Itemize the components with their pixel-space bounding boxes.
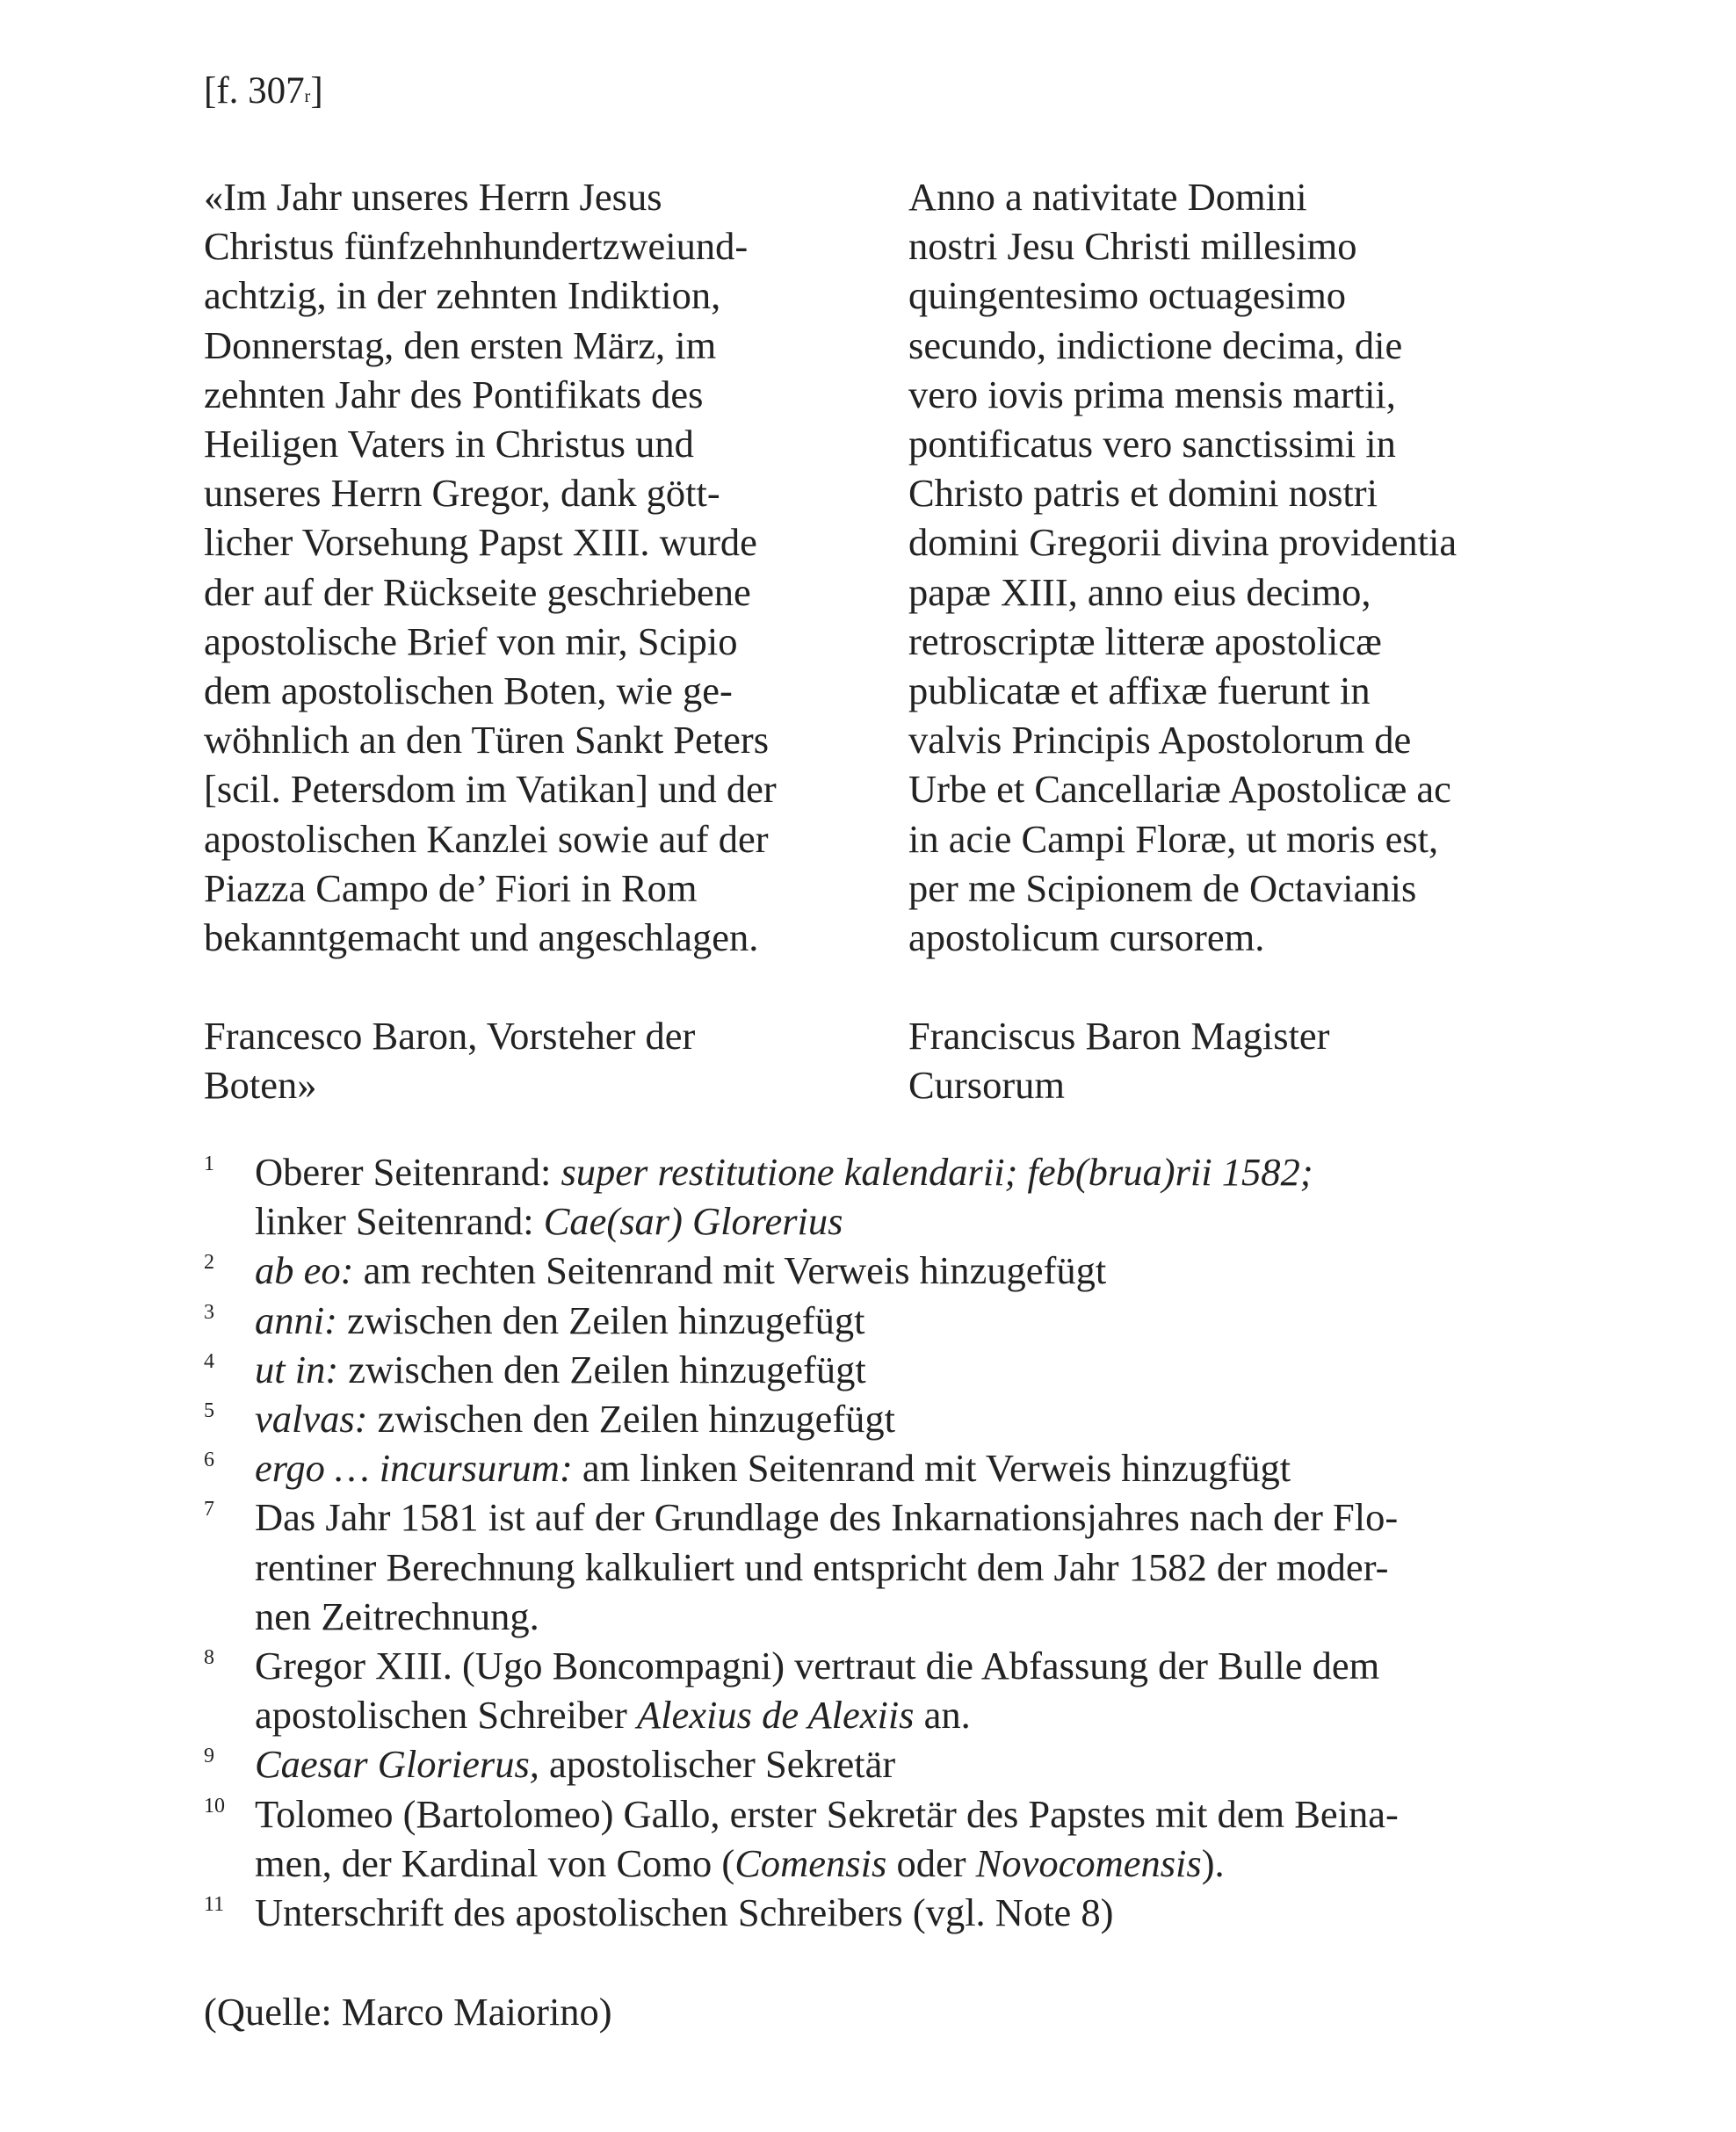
footnote-text: zwischen den Zeilen hinzugefügt (338, 1347, 866, 1391)
footnote-italic-text: ergo … incursurum: (255, 1446, 573, 1491)
footnote-text: Unterschrift des apostolischen Schreibers (vgl. Note 8) (255, 1890, 1114, 1935)
footnote-number: 3 (204, 1300, 214, 1324)
footnote-italic-text: ut in: (255, 1347, 339, 1391)
text-line: der auf der Rückseite geschriebene (204, 569, 751, 614)
german-signature (204, 1011, 872, 1109)
footnote-text: am linken Seitenrand mit Verweis hinzugfügt (572, 1446, 1291, 1491)
text-line: Donnerstag, den ersten März, im (204, 322, 717, 367)
latin-signature (908, 1011, 1576, 1109)
signature-line: Franciscus Baron Magister (908, 1014, 1330, 1059)
footnote (204, 1789, 1539, 1888)
footnote-text: oder (886, 1840, 976, 1885)
text-line: apostolischen Kanzlei sowie auf der (204, 816, 769, 861)
footnote-italic-text: ab eo: (255, 1248, 354, 1293)
footnote-text: an. (914, 1693, 971, 1738)
footnote-italic-text: Alexius de Alexiis (636, 1693, 915, 1738)
footnote-number: 10 (204, 1794, 225, 1818)
footnote-text: zwischen den Zeilen hinzugefügt (336, 1297, 865, 1342)
footnote-text: nen Zeitrechnung. (255, 1594, 539, 1638)
german-translation-column (204, 172, 872, 1110)
latin-original-column (908, 172, 1576, 1110)
footnote-line (255, 1196, 1539, 1246)
footnote (204, 1443, 1539, 1492)
text-line: papæ XIII, anno eius decimo, (908, 569, 1371, 614)
footnote (204, 1888, 1539, 1937)
footnote-line (255, 1394, 1539, 1443)
footnote-line (255, 1345, 1539, 1394)
footnote-line (255, 1888, 1539, 1937)
footnote-number: 7 (204, 1498, 214, 1521)
text-line: quingentesimo octuagesimo (908, 273, 1347, 318)
text-line: nostri Jesu Christi millesimo (908, 224, 1357, 269)
source-credit: (Quelle: Marco Maiorino) (204, 1990, 612, 2034)
text-line: valvis Principis Apostolorum de (908, 718, 1412, 762)
footnote (204, 1296, 1539, 1345)
text-line: bekanntgemacht und angeschlagen. (204, 915, 759, 960)
footnote-text: Gregor XIII. (Ugo Boncompagni) vertraut die Abfassung der Bulle dem (255, 1644, 1380, 1688)
text-line: vero iovis prima mensis martii, (908, 372, 1396, 416)
text-line: «Im Jahr unseres Herrn Jesus (204, 175, 662, 219)
text-line: retroscriptæ litteræ apostolicæ (908, 618, 1382, 663)
footnote-italic-text: super restitutione kalendarii; feb(brua)rii 1582; (561, 1150, 1313, 1194)
signature-line: Cursorum (908, 1063, 1065, 1108)
text-line: Piazza Campo de’ Fiori in Rom (204, 865, 698, 910)
text-line: Christo patris et domini nostri (908, 471, 1378, 516)
footnote-text: Tolomeo (Bartolomeo) Gallo, erster Sekretär des Papstes mit dem Beina- (255, 1791, 1399, 1836)
footnote-number: 4 (204, 1349, 214, 1373)
footnote-italic-text: Caesar Glorierus, (255, 1742, 539, 1787)
footnote-italic-text: anni: (255, 1297, 337, 1342)
footnote-text: rentiner Berechnung kalkuliert und entspricht dem Jahr 1582 der moder- (255, 1544, 1389, 1589)
footnote-text: linker Seitenrand: (255, 1199, 544, 1244)
text-line: apostolicum cursorem. (908, 915, 1265, 960)
footnote-line (255, 1641, 1539, 1690)
footnote-italic-text: valvas: (255, 1397, 368, 1442)
folio-reference (204, 67, 323, 116)
footnote-text: apostolischer Sekretär (539, 1742, 896, 1787)
latin-body (908, 172, 1576, 962)
text-line: wöhnlich an den Türen Sankt Peters (204, 718, 770, 762)
footnote-text: ). (1201, 1840, 1225, 1885)
footnote-number: 8 (204, 1646, 214, 1670)
german-body (204, 172, 872, 962)
text-line: zehnten Jahr des Pontifikats des (204, 372, 704, 416)
text-line: in acie Campi Floræ, ut moris est, (908, 816, 1439, 861)
footnote-line (255, 1739, 1539, 1789)
footnote-text: am rechten Seitenrand mit Verweis hinzugefügt (353, 1248, 1107, 1293)
text-line: licher Vorsehung Papst XIII. wurde (204, 520, 757, 565)
footnote-line (255, 1789, 1539, 1839)
footnote-number: 2 (204, 1251, 214, 1275)
footnote (204, 1345, 1539, 1394)
text-line: Heiligen Vaters in Christus und (204, 422, 694, 466)
footnote (204, 1739, 1539, 1789)
footnote (204, 1246, 1539, 1295)
signature-line: Boten» (204, 1063, 317, 1108)
footnote-line (255, 1443, 1539, 1492)
text-line: dem apostolischen Boten, wie ge- (204, 669, 733, 713)
text-line: Anno a nativitate Domini (908, 175, 1307, 219)
footnote-line (255, 1147, 1539, 1196)
text-line: per me Scipionem de Octavianis (908, 865, 1417, 910)
text-line: domini Gregorii divina providentia (908, 520, 1458, 565)
folio-close: ] (310, 70, 323, 112)
text-line: publicatæ et affixæ fuerunt in (908, 669, 1371, 713)
footnote-line (255, 1839, 1539, 1888)
signature-line: Francesco Baron, Vorsteher der (204, 1014, 696, 1059)
footnote (204, 1641, 1539, 1739)
footnote-line (255, 1543, 1539, 1592)
footnote-text: apostolischen Schreiber (255, 1693, 637, 1738)
footnote-italic-text: Novocomensis (975, 1840, 1202, 1885)
folio-recto-marker: r (304, 87, 311, 106)
footnote-number: 6 (204, 1449, 214, 1472)
footnote-text: zwischen den Zeilen hinzugefügt (367, 1397, 896, 1442)
footnote-line (255, 1592, 1539, 1641)
footnote (204, 1492, 1539, 1641)
footnote-number: 9 (204, 1745, 214, 1768)
footnote-line (255, 1296, 1539, 1345)
footnote-line (255, 1246, 1539, 1295)
footnote-number: 11 (204, 1893, 225, 1917)
text-line: apostolische Brief von mir, Scipio (204, 618, 738, 663)
footnote-text: Das Jahr 1581 ist auf der Grundlage des Inkarnationsjahres nach der Flo- (255, 1495, 1399, 1540)
text-line: secundo, indictione decima, die (908, 322, 1403, 367)
footnote-italic-text: Cae(sar) Glorerius (543, 1199, 843, 1244)
text-line: [scil. Petersdom im Vatikan] und der (204, 767, 777, 812)
footnote (204, 1147, 1539, 1246)
folio-label: [f. 307 (204, 70, 305, 112)
footnote-line (255, 1492, 1539, 1542)
text-line: unseres Herrn Gregor, dank gött- (204, 471, 720, 516)
text-line: Christus fünfzehnhundertzweiund- (204, 224, 749, 269)
footnote-text: men, der Kardinal von Como ( (255, 1840, 735, 1885)
text-line: achtzig, in der zehnten Indiktion, (204, 273, 721, 318)
footnote-italic-text: Comensis (734, 1840, 887, 1885)
footnotes (204, 1147, 1539, 1937)
footnote-number: 1 (204, 1153, 214, 1175)
footnote-text: Oberer Seitenrand: (255, 1150, 561, 1194)
text-line: pontificatus vero sanctissimi in (908, 422, 1396, 466)
footnote-number: 5 (204, 1399, 214, 1423)
footnote (204, 1394, 1539, 1443)
footnote-line (255, 1690, 1539, 1739)
text-line: Urbe et Cancellariæ Apostolicæ ac (908, 767, 1451, 812)
